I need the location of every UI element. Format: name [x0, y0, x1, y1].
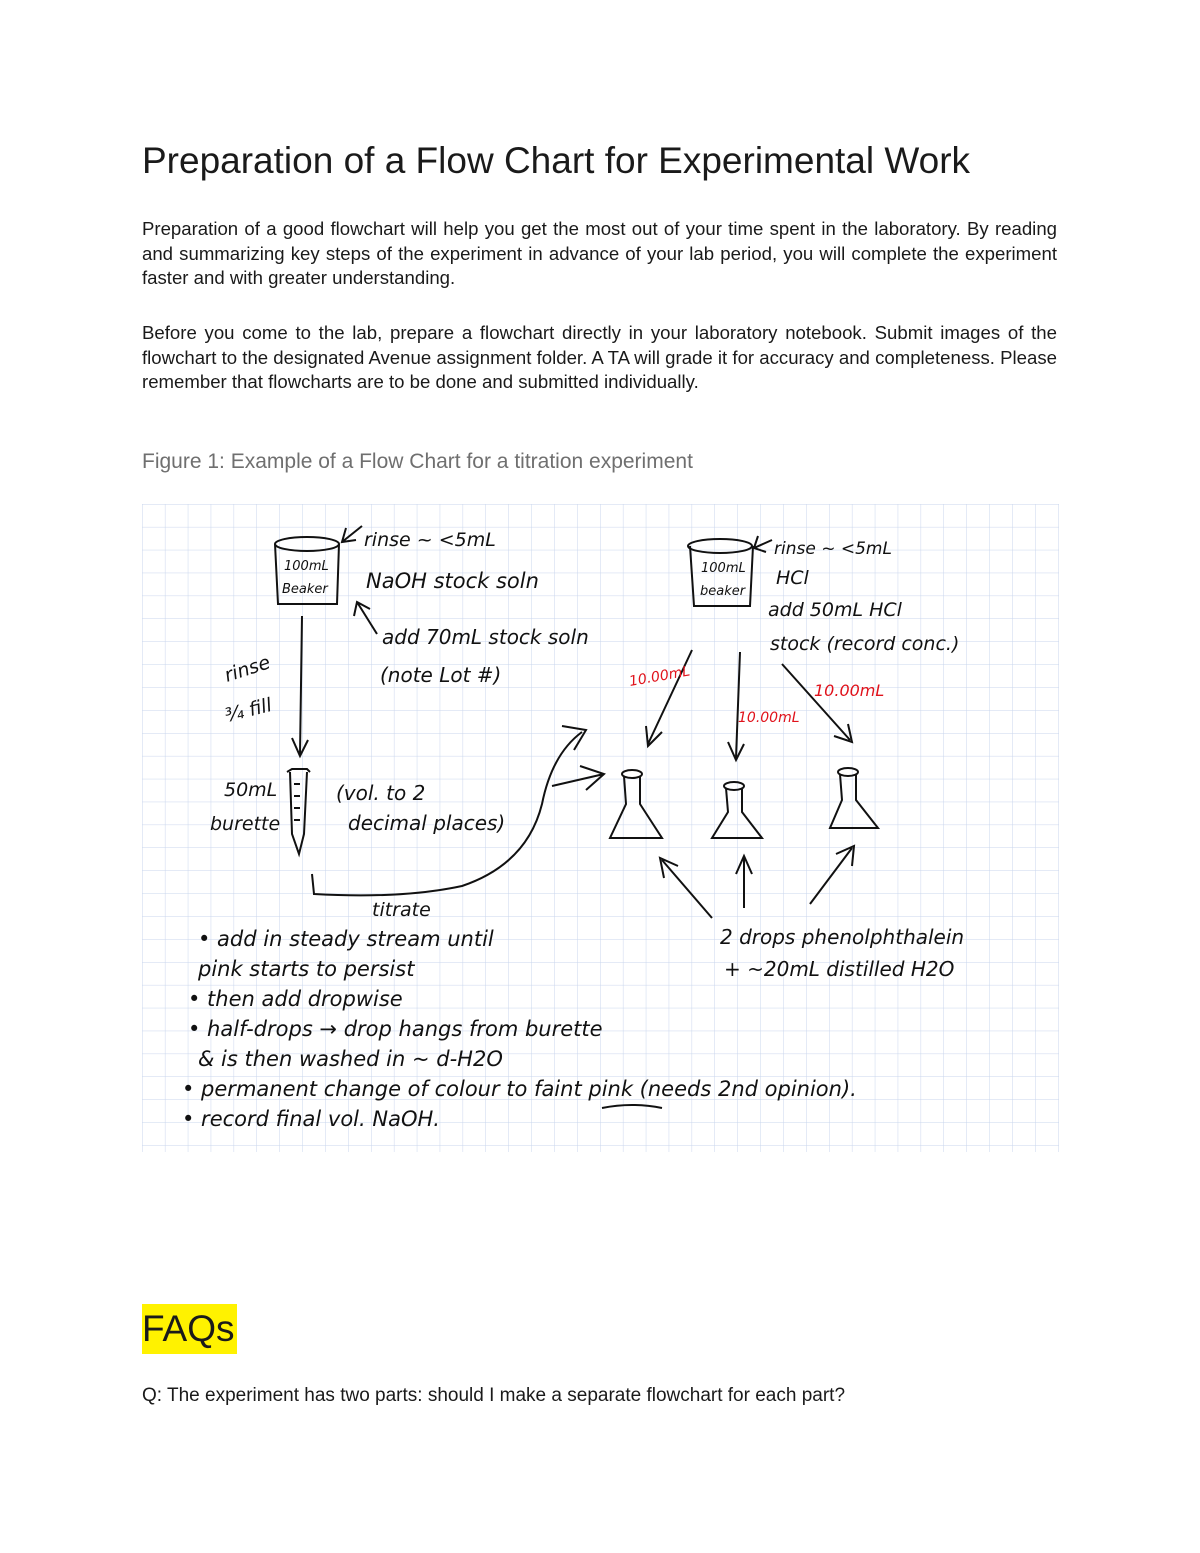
- volume-label-1: 10.00mL: [627, 663, 692, 690]
- add-stock-line-2: (note Lot #): [380, 663, 502, 687]
- page-title: Preparation of a Flow Chart for Experimental Work: [142, 140, 971, 181]
- intro-paragraph: Preparation of a good flowchart will help you get the most out of your time spent in the laboratory. By reading and summarizing key steps of the experiment in advance of your lab period, you will complete the experiment faster and with greater understanding.: [142, 218, 1057, 289]
- rinse-naoh-line-2: NaOH stock soln: [366, 569, 539, 593]
- volume-label-2: 10.00mL: [738, 710, 800, 726]
- titrate-label: titrate: [372, 899, 431, 921]
- note-line-5: & is then washed in ~ d-H2O: [198, 1047, 503, 1071]
- add-stock-line-1: add 70mL stock soln: [382, 625, 589, 649]
- flowchart-svg: [142, 504, 1059, 1152]
- figure-caption: Figure 1: Example of a Flow Chart for a titration experiment: [142, 450, 693, 473]
- note-line-3: • then add dropwise: [188, 987, 403, 1011]
- faq-question: Q: The experiment has two parts: should I make a separate flowchart for each part?: [142, 1385, 846, 1406]
- note-line-1: • add in steady stream until: [198, 927, 494, 951]
- rinse-fill-line-1: rinse: [221, 651, 273, 687]
- burette-label-2: burette: [210, 813, 281, 835]
- instructions-paragraph: Before you come to the lab, prepare a flowchart directly in your laboratory notebook. Submit images of the flowchart to the designated Avenue assignment folder. A TA will grade it for accuracy and completeness. Please remember that flowcharts are to be done and submitted individually.: [142, 322, 1057, 393]
- note-line-4: • half-drops → drop hangs from burette: [188, 1017, 603, 1041]
- burette-note-1: (vol. to 2: [336, 781, 426, 805]
- note-line-6: • permanent change of colour to faint pink (needs 2nd opinion).: [182, 1077, 857, 1101]
- add-hcl-line-1: add 50mL HCl: [768, 599, 902, 621]
- note-line-7: • record final vol. NaOH.: [182, 1107, 440, 1131]
- rinse-hcl-line-2: HCl: [776, 567, 809, 589]
- volume-label-3: 10.00mL: [814, 681, 885, 700]
- indicator-line-2: + ~20mL distilled H2O: [724, 957, 955, 981]
- rinse-hcl-line-1: rinse ~ <5mL: [774, 539, 892, 559]
- left-beaker-label-1: 100mL: [284, 559, 329, 574]
- faq-heading: FAQs: [142, 1304, 237, 1354]
- note-line-2: pink starts to persist: [198, 957, 415, 981]
- left-beaker-label-2: Beaker: [282, 582, 328, 597]
- burette-note-2: decimal places): [348, 811, 506, 835]
- right-beaker-label-2: beaker: [700, 584, 746, 599]
- right-beaker-label-1: 100mL: [701, 561, 746, 576]
- indicator-line-1: 2 drops phenolphthalein: [720, 925, 965, 949]
- add-hcl-line-2: stock (record conc.): [770, 633, 960, 655]
- rinse-fill-line-2: ¾ fill: [222, 694, 275, 727]
- burette-label-1: 50mL: [224, 779, 278, 801]
- rinse-naoh-line-1: rinse ~ <5mL: [364, 529, 496, 551]
- flowchart-figure: [142, 504, 1059, 1152]
